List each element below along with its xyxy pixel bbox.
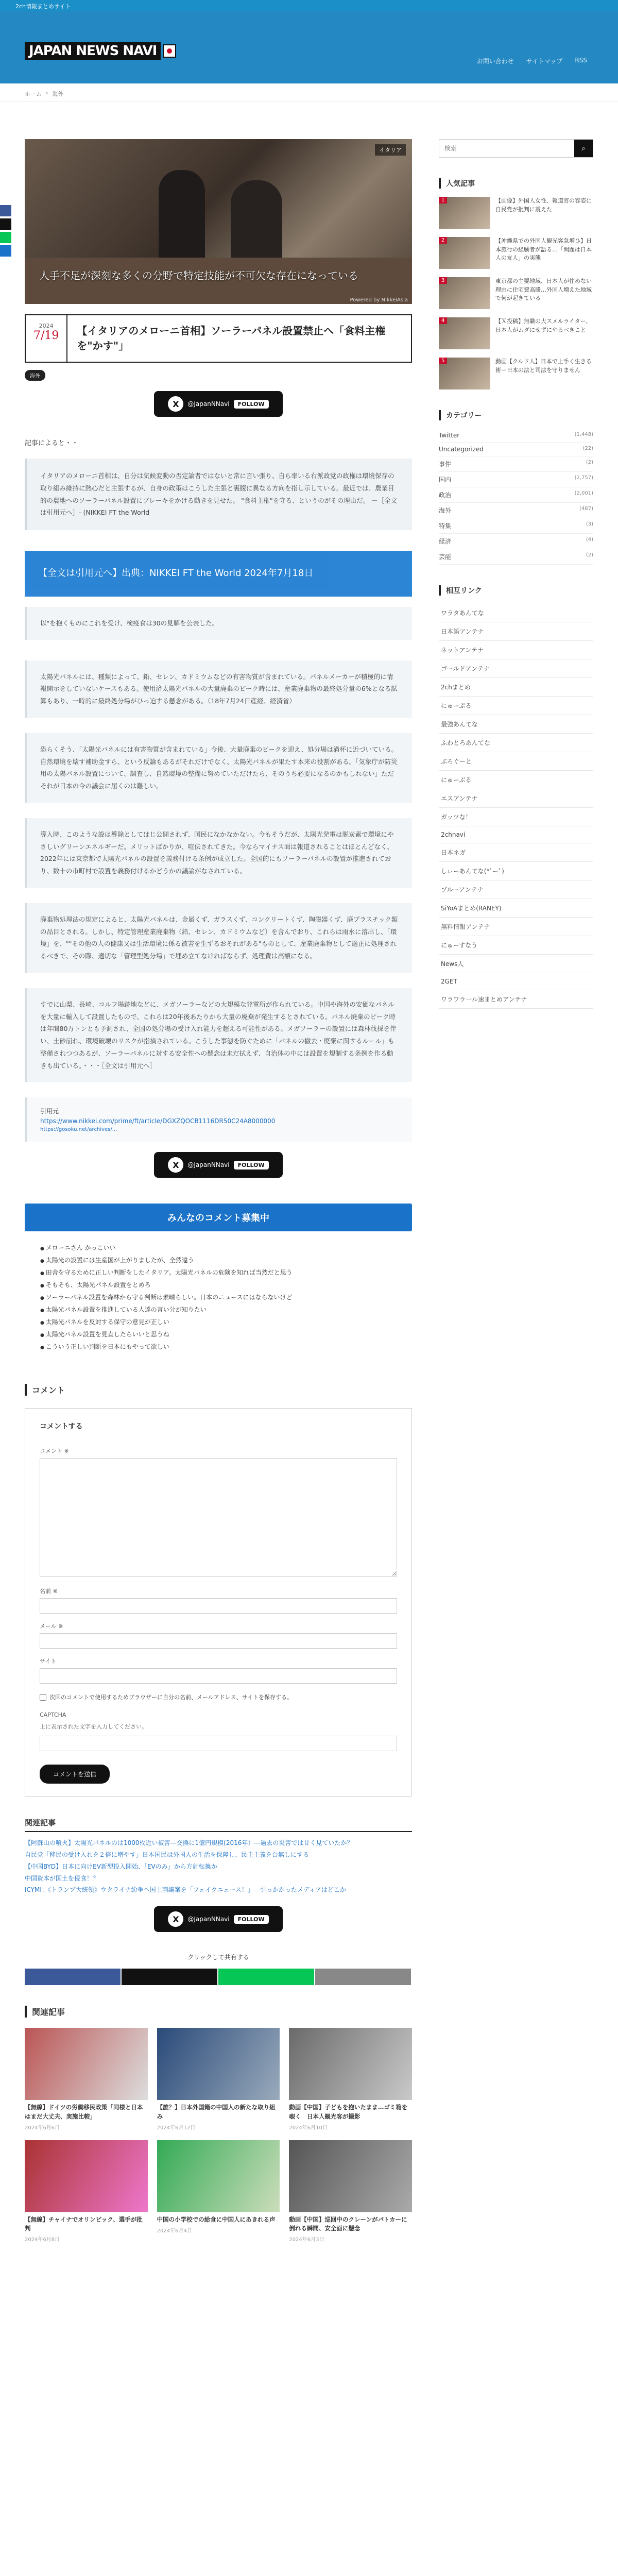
- category-name: 特集: [439, 522, 452, 530]
- submit-comment-button[interactable]: コメントを送信: [40, 1765, 110, 1784]
- copy-link-button[interactable]: [315, 1969, 411, 1985]
- popular-thumbnail: [439, 197, 490, 229]
- floating-share-bar: [0, 205, 11, 259]
- mutual-link-item[interactable]: ワラタあんてな: [439, 604, 593, 622]
- category-item[interactable]: [439, 534, 593, 549]
- comment-item: ● 太陽光パネル設置を推進している人達の言い分が知りたい: [40, 1303, 397, 1316]
- citation-sub-link[interactable]: https://gosoku.net/archives/...: [40, 1127, 117, 1133]
- x-logo-icon: X: [168, 1911, 183, 1927]
- category-name: Twitter: [439, 432, 460, 439]
- article-paragraph: 以"を抱くものにこれを受け、検疫食は30の見解を公表した。: [25, 607, 412, 640]
- category-name: 芸能: [439, 553, 452, 561]
- category-item[interactable]: [439, 518, 593, 534]
- related-card-image: [289, 2140, 412, 2212]
- related-link[interactable]: 中国資本が国土を侵食！？: [25, 1874, 99, 1882]
- mutual-link-item[interactable]: 最強あんてな: [439, 715, 593, 734]
- search-button[interactable]: [574, 140, 593, 157]
- related-card[interactable]: [25, 2028, 148, 2131]
- related-card-title: 【誰？】日本外国籍の中国人の新たな取り組み: [157, 2104, 276, 2120]
- popular-item[interactable]: [439, 358, 593, 389]
- follow-label: FOLLOW: [234, 1915, 269, 1924]
- related-card-image: [157, 2028, 280, 2100]
- site-header: [0, 11, 618, 83]
- category-item[interactable]: [439, 549, 593, 565]
- follow-label: FOLLOW: [234, 400, 269, 409]
- x-logo-icon: X: [168, 396, 183, 412]
- highlight-block: 【全文は引用元へ】出典：NIKKEI FT the World 2024年7月18日: [25, 551, 412, 597]
- name-label: 名前 ※: [40, 1588, 58, 1595]
- comment-item: ● 田舎を守るために正しい判断をしたイタリア。太陽光パネルの危険を知れば当然だと思う: [40, 1266, 397, 1279]
- captcha-input[interactable]: [40, 1736, 397, 1751]
- line-share-button[interactable]: [218, 1969, 314, 1985]
- breadcrumb-home[interactable]: ホーム: [25, 91, 42, 97]
- hatena-share-icon[interactable]: [0, 245, 11, 257]
- category-item[interactable]: [439, 487, 593, 503]
- share-section: [25, 1953, 412, 1985]
- comment-form: [25, 1408, 412, 1797]
- mutual-link-item[interactable]: SiYoAまとめ(RANEY): [439, 899, 593, 918]
- x-handle: @JapanNNavi: [187, 400, 230, 408]
- comment-item: ● そもそも、太陽光パネル設置をとめろ: [40, 1279, 397, 1291]
- popular-heading: 人気記事: [439, 178, 593, 189]
- search-icon: ⌕: [581, 144, 586, 152]
- category-name: 海外: [439, 507, 452, 514]
- category-item[interactable]: [439, 456, 593, 472]
- popular-item[interactable]: [439, 197, 593, 229]
- popular-item[interactable]: [439, 277, 593, 309]
- article-paragraph: 導入時、このような設は導除としてはじ公開されず、国民になかなかない。今もそうだが、太陽光発電は脱炭素で環境にやさしいグリーンエネルギーだ。メリットばかりが、喧伝されてきた。今ならマイナス面は報道されることはほとんどなく、2022年には東京都で太陽光パネルの設置を義務付ける条例が成立した。全国的にもソーラーパネルの設置が推進されており、数十の市町村で設置を義務付けるかどうかの議論がなされている。: [25, 818, 412, 888]
- category-name: 国内: [439, 476, 452, 483]
- related-links-heading: 関連記事: [25, 1817, 412, 1832]
- related-card-date: 2024年6月10日: [289, 2125, 328, 2131]
- popular-title: 【Ｘ投稿】無職の大スメルライター、日本人がムダにせずにやるべきこと: [495, 318, 592, 333]
- links-heading: 相互リンク: [439, 585, 593, 596]
- article-intro: 記事によると・・: [25, 439, 79, 447]
- category-name: 事件: [439, 461, 452, 468]
- citation-label: 引用元: [40, 1108, 59, 1115]
- search-box: [439, 139, 593, 158]
- x-follow-button-related[interactable]: [154, 1906, 283, 1932]
- category-count: (4): [586, 537, 593, 543]
- mutual-link-item[interactable]: にゅーぷる: [439, 697, 593, 715]
- hero-image: [25, 139, 412, 304]
- nav-sitemap[interactable]: サイトマップ: [526, 58, 563, 65]
- x-follow-button-bottom[interactable]: [154, 1152, 283, 1178]
- site-logo[interactable]: [25, 42, 176, 60]
- mutual-link-item[interactable]: 日本ネガ: [439, 843, 593, 862]
- japan-flag-icon: [163, 44, 176, 58]
- email-label: メール ※: [40, 1623, 63, 1630]
- related-card[interactable]: [289, 2028, 412, 2131]
- save-info-label: 次回のコメントで使用するためブラウザーに自分の名前、メールアドレス、サイトを保存する。: [49, 1694, 293, 1701]
- popular-thumbnail: [439, 237, 490, 269]
- captcha-image: CAPTCHA: [40, 1711, 66, 1719]
- citation-box: [25, 1097, 412, 1142]
- mutual-links: [439, 604, 593, 1009]
- related-card-title: 動画【中国】子どもを抱いたまま…ゴミ箱を覗く 日本人観光客が撮影: [289, 2104, 408, 2120]
- related-card-title: 動画【中国】巡回中のクレーンがパトカーに倒れる瞬間、安全面に懸念: [289, 2215, 407, 2232]
- logo-text: JAPAN NEWS NAVI: [25, 42, 161, 60]
- category-name: 経済: [439, 538, 452, 545]
- comment-textarea[interactable]: [40, 1458, 397, 1577]
- mutual-link-item[interactable]: しぃーあんてな(*ﾟーﾟ): [439, 862, 593, 880]
- mutual-link-item[interactable]: ワラワラ一ル速まとめアンテナ: [439, 990, 593, 1009]
- related-card[interactable]: [157, 2028, 280, 2131]
- x-follow-button[interactable]: [154, 391, 283, 417]
- category-count: (2): [586, 460, 593, 465]
- mutual-link-item[interactable]: ネットアンテナ: [439, 641, 593, 659]
- related-link[interactable]: 【阿蘇山の噴火】太陽光パネルのは1000枚近い被害—交換に1億円規模(2016年）—過去の災害では甘く見ていたか？: [25, 1839, 353, 1847]
- popular-title: 動画【クルド人】日本で上手く生きる術ー日本の法と司法を守りません: [495, 358, 592, 374]
- mutual-link-item[interactable]: にゅーぶる: [439, 771, 593, 789]
- hero-credit: Powered by NikkeiAsia: [350, 297, 408, 303]
- hero-tag: イタリア: [375, 144, 406, 156]
- hero-caption: 人手不足が深刻な多くの分野で特定技能が不可欠な存在になっている: [39, 269, 358, 282]
- popular-rank: 4: [439, 317, 447, 324]
- post-year: 2024: [39, 323, 54, 329]
- post-date: [26, 315, 67, 362]
- site-label: サイト: [40, 1658, 57, 1665]
- mutual-link-item[interactable]: ふわとろあんてな: [439, 734, 593, 752]
- x-share-icon[interactable]: [0, 218, 11, 230]
- popular-rank: 5: [439, 358, 447, 364]
- site-field[interactable]: [40, 1668, 397, 1684]
- popular-rank: 1: [439, 197, 447, 204]
- name-field[interactable]: [40, 1598, 397, 1614]
- comment-form-title: コメントする: [40, 1422, 83, 1431]
- global-nav: [477, 57, 587, 65]
- comment-item: ● メローニさん かっこいい: [40, 1242, 397, 1254]
- captcha-hint: 上に表示された文字を入力してください。: [40, 1723, 147, 1731]
- comment-label: コメント ※: [40, 1448, 69, 1455]
- mutual-link-item[interactable]: News人: [439, 955, 593, 973]
- email-field[interactable]: [40, 1633, 397, 1649]
- mutual-link-item[interactable]: ガッツな！: [439, 808, 593, 826]
- comment-item: ● 太陽光パネル設置を見直したらいいと思うね: [40, 1328, 397, 1341]
- related-card-title: 中国の小学校での給食に中国人にあきれる声: [157, 2215, 276, 2223]
- related-card-image: [25, 2140, 148, 2212]
- popular-thumbnail: [439, 317, 490, 349]
- category-item[interactable]: [439, 429, 593, 443]
- related-card-title: 【無線】ドイツの労働移民政策「同様と日本はまだ大丈夫、実施比較」: [25, 2104, 143, 2120]
- related-grid-heading: 関連記事: [25, 2006, 412, 2018]
- comment-item: ● 太陽光の設置には生産国が上がりましたが、全然違う: [40, 1254, 397, 1266]
- article-paragraph: すでに山梨、長崎、コルフ場跡地などに、メガソーラーなどの大規模な発電所が作られている。中国や海外の安価なパネルを大量に輸入して設置したもので、これらは20年後あたりから大量の廃棄が発生するとされている。パネル廃棄のピーク時は年間80万トンとも予測され、全国の処分場の受け入れ能力を超える可能性がある。メガソーラーの設置には森林伐採を伴い、土砂崩れ、環境破壊のリスクが指摘されている。こうした事態を防ぐために「パネルの撤去・廃棄に関するルール」も整備されつつあるが、ソーラーパネルに対する安全性への懸念は未だ拭えず、自治体の中には設置を規制する条例を作る動きも出ている。・・・［全文は引用元へ］: [25, 988, 412, 1082]
- related-card-image: [289, 2028, 412, 2100]
- article-paragraph: 廃棄物処理法の規定によると、太陽光パネルは、金属くず、ガラスくず、コンクリートくず、陶磁器くず、廃プラスチック類の品目とされる。しかし、特定管理産業廃棄物（鉛、セレン、カドミウムなど）を含んでおり、これらは雨水に溶出し、「環境」を、""その他の人の健康又は生活環境に係る被害を生ずるおそれがある"ものとして、産業廃棄物として適正に処理されるべきで、その際、適切な「管理型処分場」で埋め立てなければならず、処理費は高額になる。: [25, 903, 412, 973]
- article-title: 【イタリアのメローニ首相】ソーラーパネル設置禁止へ「食料主権を"かす"」: [77, 325, 386, 352]
- comment-item: ● ソーラーパネル設置を森林から守る判断は素晴らしい。日本のニュースにはならないけど: [40, 1291, 397, 1303]
- popular-item[interactable]: [439, 317, 593, 349]
- mutual-link-item[interactable]: 無料情報アンテナ: [439, 918, 593, 936]
- mutual-link-item[interactable]: ぶろぐーと: [439, 752, 593, 771]
- related-card-date: 2024年6月4日: [157, 2228, 192, 2234]
- search-input[interactable]: [439, 140, 574, 157]
- popular-title: 【沖縄県での外国人観光客急増ひ】日本旅行の経験者が語る…「問題は日本人の友人」の実態: [495, 238, 592, 261]
- category-count: (1,448): [574, 432, 593, 437]
- related-card[interactable]: [289, 2140, 412, 2243]
- sidebar: [439, 139, 593, 1009]
- popular-title: 【画像】外国人女性、報道官の容姿に 自民党が批判に震えた: [495, 197, 592, 213]
- category-count: (2): [586, 552, 593, 558]
- category-item[interactable]: [439, 503, 593, 518]
- category-heading: カテゴリー: [439, 410, 593, 420]
- popular-rank: 3: [439, 277, 447, 284]
- category-count: (2,757): [574, 475, 593, 481]
- category-count: (2,001): [574, 490, 593, 496]
- category-count: (22): [582, 446, 593, 451]
- comment-item: ● こういう正しい判断を日本にもやって欲しい: [40, 1341, 397, 1353]
- mutual-link-item[interactable]: 日本語アンテナ: [439, 622, 593, 641]
- related-card-image: [25, 2028, 148, 2100]
- category-count: (487): [579, 506, 593, 512]
- category-count: (3): [586, 521, 593, 527]
- related-link[interactable]: 【中国BYD】日本に向けEV新型投入開始、「EVのみ」から方針転換か: [25, 1862, 217, 1870]
- related-card-title: 【無線】チャイナでオリンピック、選手が批判: [25, 2215, 143, 2232]
- related-grid: [25, 2028, 412, 2243]
- related-card[interactable]: [157, 2140, 280, 2243]
- comment-banner: みんなのコメント募集中: [25, 1204, 412, 1231]
- line-share-icon[interactable]: [0, 232, 11, 243]
- top-strip-text: 2ch情報まとめサイト: [15, 3, 71, 10]
- breadcrumb-separator-icon: ›: [46, 90, 48, 96]
- related-links: [25, 1817, 412, 1896]
- article-quote: イタリアのメローニ首相は、自分は気候変動の否定論者ではないと常に言い張り、自ら率いる右派政党の政権は環境保存の取り組み維持に熱心だと主張するが、自身の政策はこうした主張と裏腹に異なる方向を指し示している。最近では、農業目的の農地へのソーラーパネル設置にブレーキをかける動きを見せた。 "食料主権"を守る、というのがその理由だ。 －［全文は引用元へ］- (NIKKEI FT the World: [25, 459, 412, 530]
- article-title-box: [25, 314, 412, 363]
- mutual-link-item[interactable]: 2GET: [439, 973, 593, 990]
- breadcrumb-category[interactable]: 海外: [52, 91, 64, 97]
- category-name: Uncategorized: [439, 446, 484, 453]
- mutual-link-item[interactable]: ゴールドアンテナ: [439, 659, 593, 678]
- category-item[interactable]: [439, 472, 593, 487]
- x-handle: @JapanNNavi: [187, 1161, 230, 1169]
- x-share-button[interactable]: [122, 1969, 217, 1985]
- follow-label: FOLLOW: [234, 1161, 269, 1170]
- save-info-checkbox[interactable]: [40, 1694, 46, 1701]
- related-card-image: [157, 2140, 280, 2212]
- popular-thumbnail: [439, 277, 490, 309]
- nav-rss[interactable]: RSS: [575, 57, 587, 64]
- mutual-link-item[interactable]: ブルーアンテナ: [439, 880, 593, 899]
- facebook-share-icon[interactable]: [0, 205, 11, 216]
- main-column: [25, 139, 412, 2243]
- related-card[interactable]: [25, 2140, 148, 2243]
- x-logo-icon: X: [168, 1157, 183, 1173]
- category-item[interactable]: [439, 443, 593, 456]
- x-handle: @JapanNNavi: [187, 1916, 230, 1923]
- popular-item[interactable]: [439, 237, 593, 269]
- related-card-date: 2024年6月6日: [25, 2125, 60, 2131]
- comment-section-heading: コメント: [25, 1384, 412, 1396]
- mutual-link-item[interactable]: エスアンテナ: [439, 789, 593, 808]
- share-label: クリックして共有する: [187, 1954, 249, 1961]
- popular-thumbnail: [439, 358, 490, 389]
- save-info-row: [40, 1693, 397, 1701]
- article-paragraph: 恐らくそう、「太陽光パネルには有害物質が含まれている」今後、大量廃棄のピークを迎え、処分場は満杯に近づいている。自然環境を壊す補助金すら、という反論もあるがそれだけでなく、太陽光パネルが果たす本来の役割がある。「気象庁が防災用の太陽パネル設置について、調査し、自然環境の整備に努めていただけたら、そのうち必要になるのかもしれない」ただそれが日本の今の議会に届くのは難しい。: [25, 733, 412, 803]
- citation-link[interactable]: https://www.nikkei.com/prime/ft/article/DGXZQOCB1116DR50C24A8000000: [40, 1117, 276, 1125]
- facebook-share-button[interactable]: [25, 1969, 121, 1985]
- comment-item: ● 太陽光パネルを反対する保守の意見が正しい: [40, 1316, 397, 1328]
- comment-list: [25, 1231, 412, 1363]
- top-strip: [0, 0, 618, 11]
- mutual-link-item[interactable]: にゅーすなう: [439, 936, 593, 955]
- popular-rank: 2: [439, 237, 447, 244]
- mutual-link-item[interactable]: 2chnavi: [439, 826, 593, 843]
- share-buttons: [25, 1969, 412, 1985]
- related-link[interactable]: ICYMI：《トランプ大統領》ウクライナ紛争へ国土割譲案を「フェイクニュース！」—引っかかったメディアはどこか: [25, 1886, 346, 1894]
- nav-contact[interactable]: お問い合わせ: [476, 58, 514, 65]
- mutual-link-item[interactable]: 2chまとめ: [439, 678, 593, 697]
- category-badge[interactable]: 海外: [25, 370, 45, 381]
- breadcrumb: [0, 83, 618, 102]
- related-card-date: 2024年6月8日: [25, 2237, 60, 2243]
- popular-title: 東京都の主要地域、日本人が住めない理由に住宅費高騰…外国人増えた地域で何が起きている: [495, 278, 592, 301]
- article-paragraph: 太陽光パネルには、種類によって、鉛、セレン、カドミウムなどの有害物質が含まれている。パネルメーカーが積極的に情報開示をしていないケースもある。使用済太陽光パネルの大量廃棄のピーク時には、産業廃棄物の最終処分量の6%となる試算もあり、一時的に最終処分場がひっ迫する懸念がある。（18年7月24日産経、経済省）: [25, 660, 412, 718]
- related-card-date: 2024年6月12日: [157, 2125, 196, 2131]
- related-card-date: 2024年6月3日: [289, 2237, 324, 2243]
- related-link[interactable]: 自民党「移民の受け入れを２倍に増やす」日本国民は外国人の生活を保障し、民主主義を台無しにする: [25, 1851, 310, 1859]
- post-month-day: 7/19: [33, 329, 59, 342]
- category-name: 政治: [439, 492, 452, 499]
